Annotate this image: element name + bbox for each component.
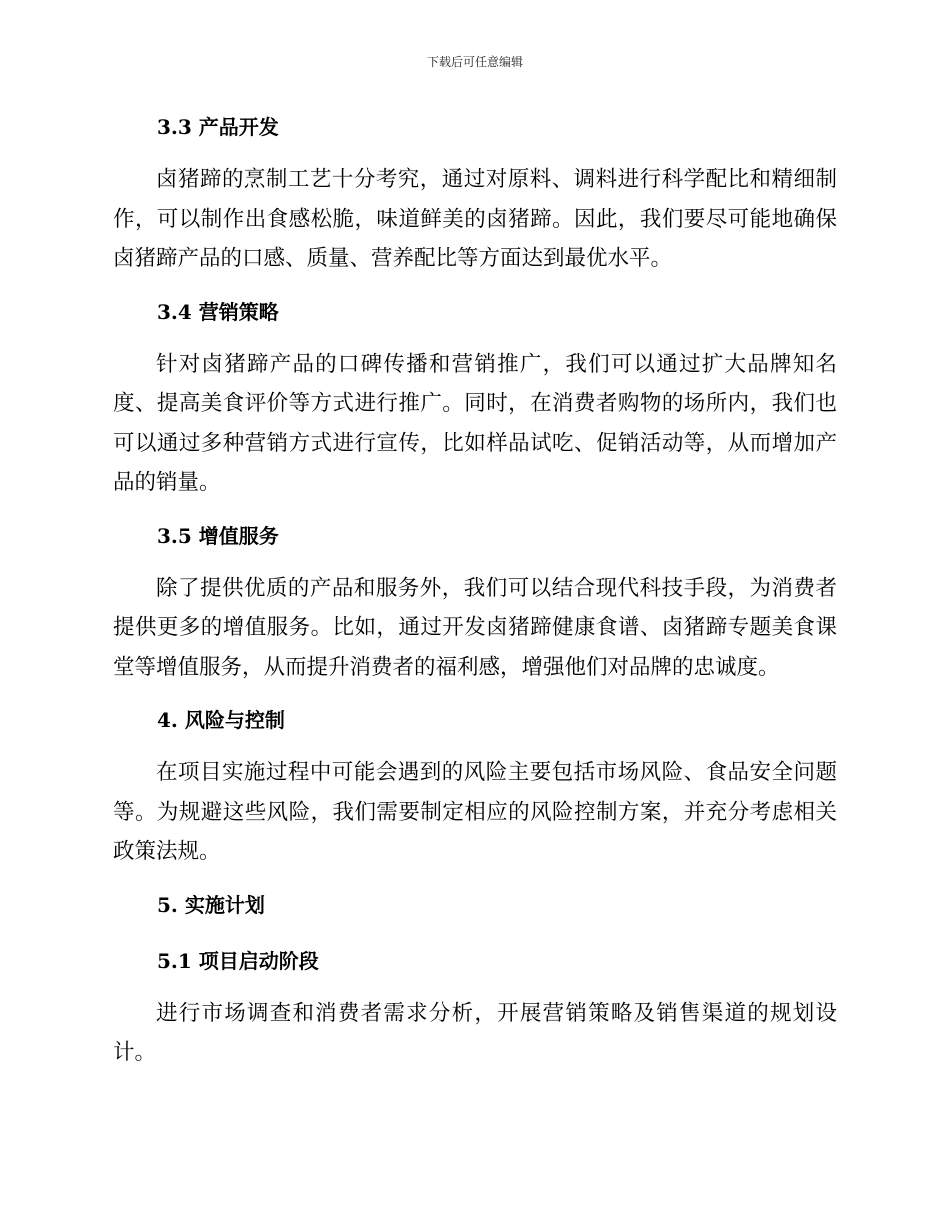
section-paragraph-4: 在项目实施过程中可能会遇到的风险主要包括市场风险、食品安全问题等。为规避这些风险，我们需要制定相应的风险控制方案，并充分考虑相关政策法规。 (113, 760, 837, 864)
section-paragraph-3-3: 卤猪蹄的烹制工艺十分考究，通过对原料、调料进行科学配比和精细制作，可以制作出食感松脆，味道鲜美的卤猪蹄。因此，我们要尽可能地确保卤猪蹄产品的口感、质量、营养配比等方面达到最优水平。 (113, 167, 837, 271)
section-heading-4: 4. 风险与控制 (157, 708, 285, 732)
section-paragraph-3-4: 针对卤猪蹄产品的口碑传播和营销推广，我们可以通过扩大品牌知名度、提高美食评价等方式进行推广。同时，在消费者购物的场所内，我们也可以通过多种营销方式进行宣传，比如样品试吃、促销活动等，从而增加产品的销量。 (113, 351, 837, 495)
section-heading-3-3: 3.3 产品开发 (157, 115, 279, 139)
section-heading-3-5: 3.5 增值服务 (157, 523, 279, 548)
section-paragraph-5-1: 进行市场调查和消费者需求分析，开展营销策略及销售渠道的规划设计。 (113, 1000, 837, 1065)
page-header: 下载后可任意编辑 (426, 55, 523, 69)
section-heading-3-4: 3.4 营销策略 (157, 299, 279, 324)
section-paragraph-3-5: 除了提供优质的产品和服务外，我们可以结合现代科技手段，为消费者提供更多的增值服务。比如，通过开发卤猪蹄健康食谱、卤猪蹄专题美食课堂等增值服务，从而提升消费者的福利感，增强他们对品牌的忠诚度。 (113, 575, 837, 680)
section-heading-5: 5. 实施计划 (157, 892, 265, 917)
document-body (113, 104, 837, 1083)
section-heading-5-1: 5.1 项目启动阶段 (157, 948, 319, 973)
